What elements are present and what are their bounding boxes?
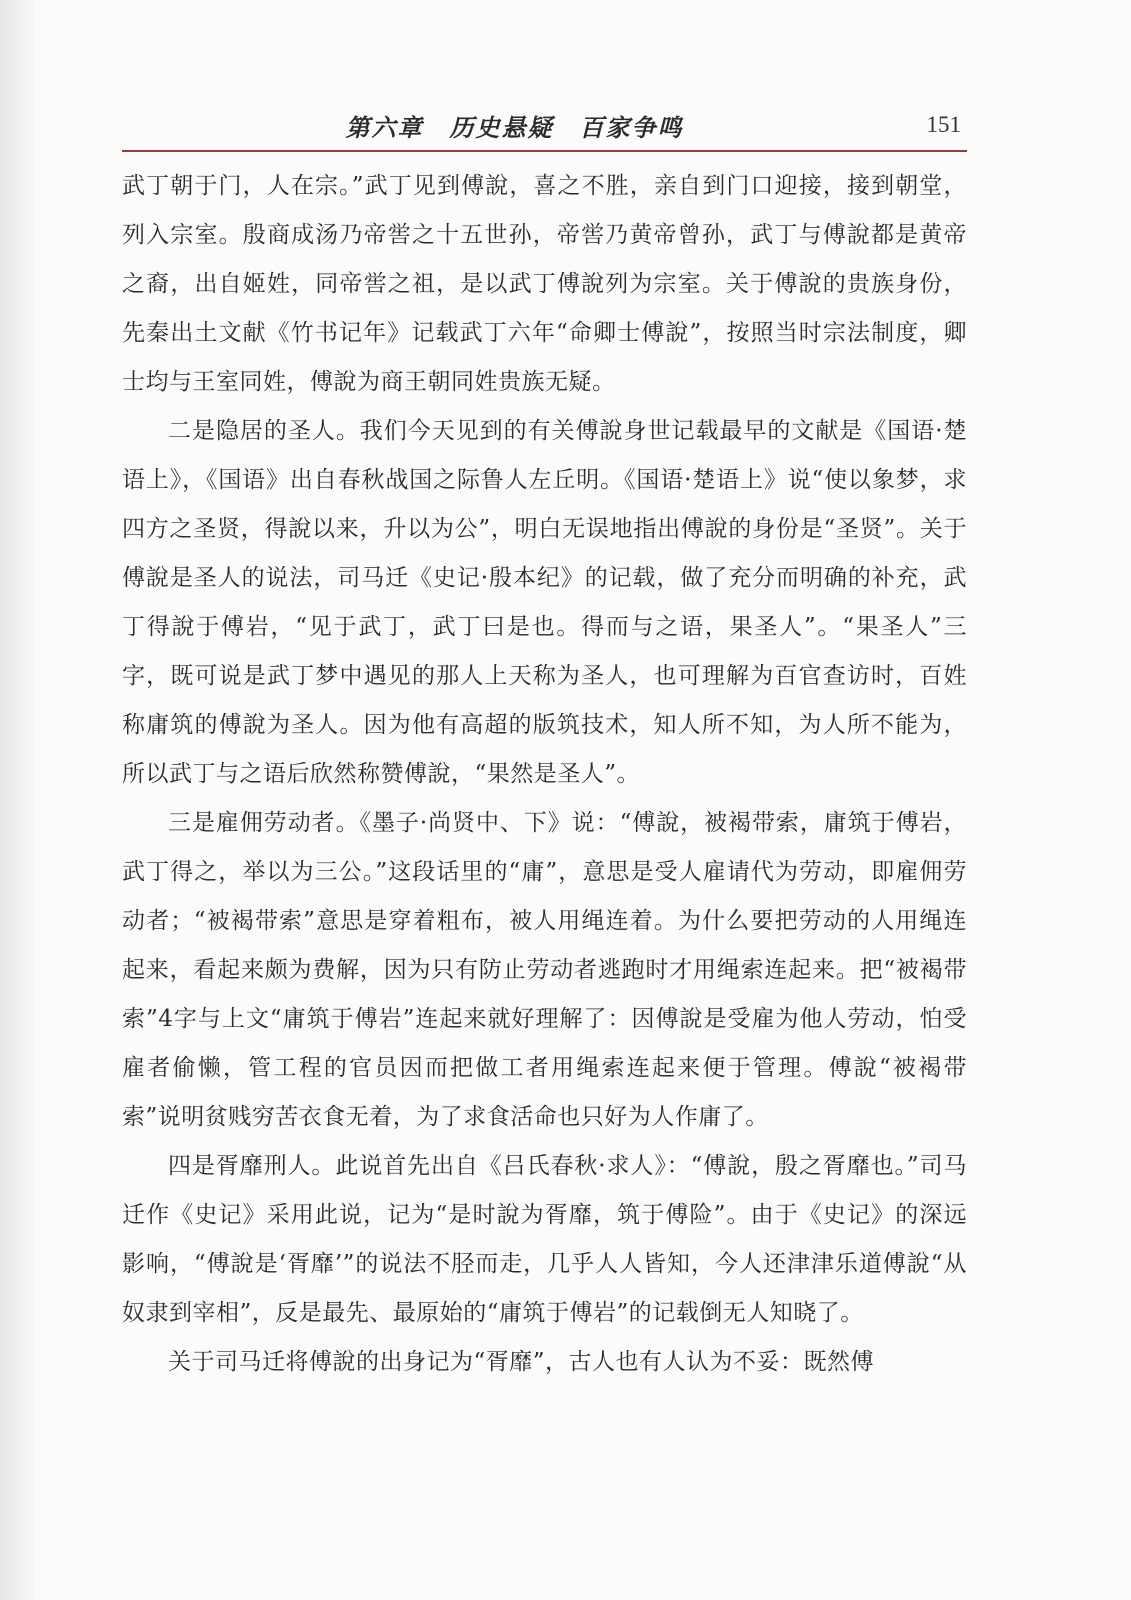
paragraph: 二是隐居的圣人。我们今天见到的有关傅說身世记载最早的文献是《国语·楚语上》，《国语》出自春秋战国之际鲁人左丘明。《国语·楚语上》说“使以象梦，求四方之圣贤，得說以来，升以为公”，明白无误地指出傅說的身份是“圣贤”。关于傅說是圣人的说法，司马迁《史记·殷本纪》的记载，做了充分而明确的补充，武丁得說于傅岩，“见于武丁，武丁曰是也。得而与之语，果圣人”。“果圣人”三字，既可说是武丁梦中遇见的那人上天称为圣人，也可理解为百官查访时，百姓称庸筑的傅說为圣人。因为他有高超的版筑技术，知人所不知，为人所不能为，所以武丁与之语后欣然称赞傅說，“果然是圣人”。 bbox=[122, 418, 967, 787]
paragraph: 关于司马迁将傅說的出身记为“胥靡”，古人也有人认为不妥：既然傅 bbox=[168, 1349, 875, 1375]
body-text bbox=[122, 162, 967, 1387]
running-header bbox=[122, 104, 967, 150]
page-edge-shadow bbox=[0, 0, 34, 1600]
header-rule bbox=[122, 150, 967, 152]
chapter-title: 第六章 历史悬疑 百家争鸣 bbox=[345, 114, 684, 142]
paragraph-continued: 武丁朝于门，人在宗。”武丁见到傅說，喜之不胜，亲自到门口迎接，接到朝堂，列入宗室。殷商成汤乃帝喾之十五世孙，帝喾乃黄帝曾孙，武丁与傅說都是黄帝之裔，出自姬姓，同帝喾之祖，是以武丁傅說列为宗室。关于傅說的贵族身份，先秦出土文献《竹书记年》记载武丁六年“命卿士傅說”，按照当时宗法制度，卿士均与王室同姓，傅說为商王朝同姓贵族无疑。 bbox=[122, 173, 967, 395]
paragraph: 三是雇佣劳动者。《墨子·尚贤中、下》说：“傅說，被褐带索，庸筑于傅岩，武丁得之，举以为三公。”这段话里的“庸”，意思是受人雇请代为劳动，即雇佣劳动者；“被褐带索”意思是穿着粗布，被人用绳连着。为什么要把劳动的人用绳连起来，看起来颇为费解，因为只有防止劳动者逃跑时才用绳索连起来。把“被褐带索”4字与上文“庸筑于傅岩”连起来就好理解了：因傅說是受雇为他人劳动，怕受雇者偷懒，管工程的官员因而把做工者用绳索连起来便于管理。傅說“被褐带索”说明贫贱穷苦衣食无着，为了求食活命也只好为人作庸了。 bbox=[122, 810, 967, 1130]
paragraph: 四是胥靡刑人。此说首先出自《吕氏春秋·求人》：“傅說，殷之胥靡也。”司马迁作《史记》采用此说，记为“是时說为胥靡，筑于傅险”。由于《史记》的深远影响，“傅說是‘胥靡’”的说法不胫而走，几乎人人皆知，今人还津津乐道傅說“从奴隶到宰相”，反是最先、最原始的“庸筑于傅岩”的记载倒无人知晓了。 bbox=[122, 1153, 967, 1326]
page-number: 151 bbox=[926, 112, 961, 137]
